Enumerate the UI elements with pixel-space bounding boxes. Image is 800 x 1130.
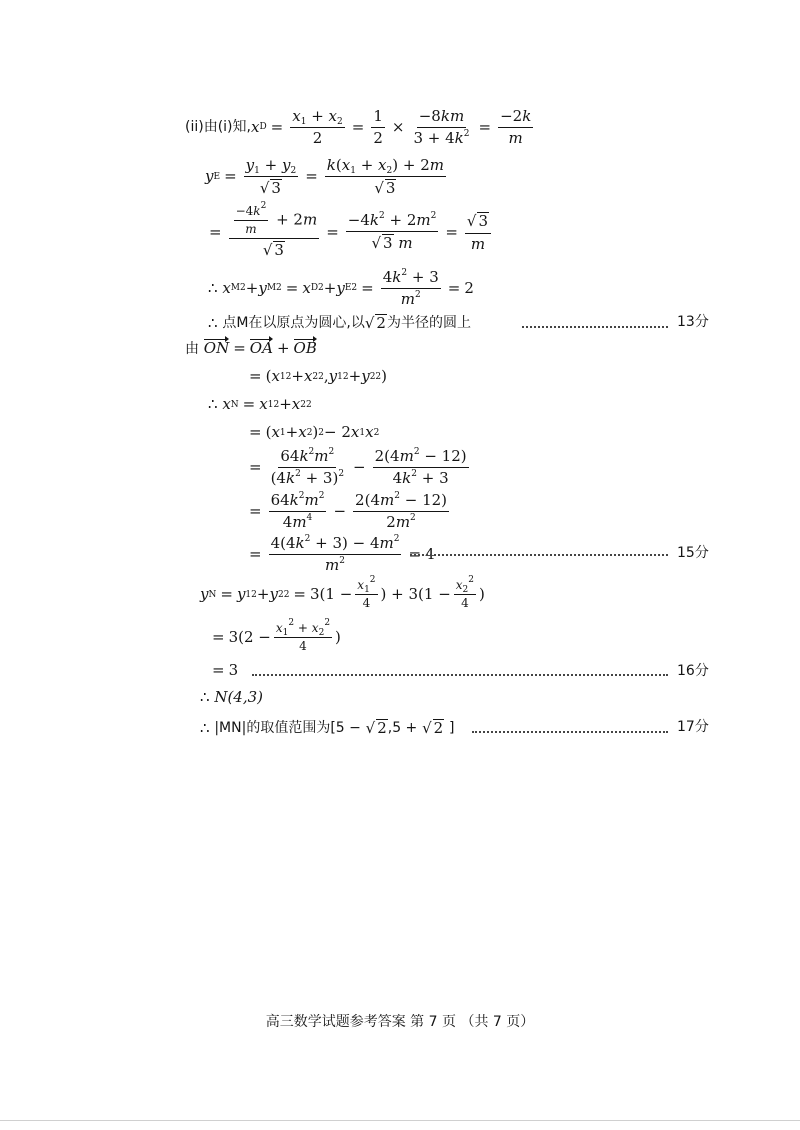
therefore-symbol: ∴ xyxy=(200,718,210,737)
therefore-symbol: ∴ xyxy=(208,395,218,413)
line-yn-simplify: = 3(2 − $\frac{x_1^2 + x_2^2}{4}$ ) xyxy=(212,618,341,654)
therefore-symbol: ∴ xyxy=(200,688,210,706)
line-xn-expand: = ( x 1 + x 2 ) 2 − 2 x 1 x 2 xyxy=(249,423,380,441)
line-xn-frac1: = $\frac{64k^2m^2}{(4k^2 + 3)^2}$ − $\frac{2(4m^2 - 12)}{4k^2 + 3}$ xyxy=(249,447,467,487)
point-m-text: 点M在以原点为圆心,以 xyxy=(222,315,365,332)
line-yn-result: = 3 xyxy=(212,661,239,679)
dot-leader xyxy=(410,554,668,556)
line-xm-ym: ∴ x M 2 + y M 2 = x D 2 + y E 2 = $\frac{4k^2 + 3}{m^2}$ = 2 xyxy=(208,268,474,308)
range-text: |MN|的取值范围为[5 − xyxy=(214,720,361,737)
xm-ym-value: 2 xyxy=(464,278,474,297)
intro-text: 由(i)知, xyxy=(203,119,251,135)
line-xn-result: = $\frac{4(4k^2 + 3) - 4m^2}{m^2}$ = 4 xyxy=(249,534,435,574)
range-mid: ,5 + xyxy=(387,720,418,737)
line-xn-frac2: = $\frac{64k^2m^2}{4m^4}$ − $\frac{2(4m^2 - 12)}{2m^2}$ xyxy=(249,491,448,531)
score-15: 15分 xyxy=(677,545,709,561)
part-label: (ii) xyxy=(185,119,204,135)
line-n-point xyxy=(200,690,263,705)
line-yn: y N = y 1 2 + y 2 2 = 3(1 − $\frac{x_1^2}{4}$ ) + 3(1 − $\frac{x_2^2}{4}$ ) xyxy=(200,575,485,611)
score-16: 16分 xyxy=(677,663,709,679)
bottom-divider xyxy=(0,1120,800,1121)
line-ye-simplify: = $\frac{-4k^2}{m}$ + 2m √ 3 = $\frac{-4k^2 + 2m^2}{√ 3 m}$ = $\frac{√ 3}{m}$ xyxy=(205,205,494,260)
n-point: N(4,3) xyxy=(214,688,264,706)
point-m-text-end: 为半径的圆上 xyxy=(386,315,471,332)
xn-value: 4 xyxy=(425,544,435,563)
therefore-symbol: ∴ xyxy=(208,278,218,297)
score-17: 17分 xyxy=(677,719,709,735)
dot-leader xyxy=(252,674,668,676)
therefore-symbol: ∴ xyxy=(208,313,218,332)
line-xn: ∴ x N = x 1 2 + x 2 2 xyxy=(208,395,312,413)
page-footer: 高三数学试题参考答案 第 7 页 （共 7 页） xyxy=(265,1014,535,1030)
line-on-vector: 由 ON = OA + OB xyxy=(185,339,317,357)
score-13: 13分 xyxy=(677,314,709,330)
dot-leader xyxy=(522,326,668,328)
line-on-coords: = ( x 1 2 + x 2 2 , y 1 2 + y 2 2 ) xyxy=(249,367,388,385)
line-xd: (ii) 由(i)知, x D = $\frac{x_1 + x_2}{2}$ = $\frac{1}{2}$ × $\frac{-8km}{3 + 4k^2}$ = $\frac{-2k}{m}$ xyxy=(185,107,532,147)
line-ye: y E = $\frac{y_1 + y_2}{√ 3}$ = $\frac{k(x_1 + x_2) + 2m}{√ 3}$ xyxy=(205,156,444,197)
dot-leader xyxy=(472,731,668,733)
sqrt-value: 2 xyxy=(376,314,386,332)
range-end: ] xyxy=(448,720,455,737)
line-point-m: ∴ 点M在以原点为圆心,以 √ 2 为半径的圆上 xyxy=(208,313,471,332)
yn-value: 3 xyxy=(228,661,239,679)
from-label: 由 xyxy=(185,340,199,357)
line-mn-range: ∴ |MN|的取值范围为[5 − √ 2 ,5 + √ 2 ] xyxy=(200,718,455,737)
